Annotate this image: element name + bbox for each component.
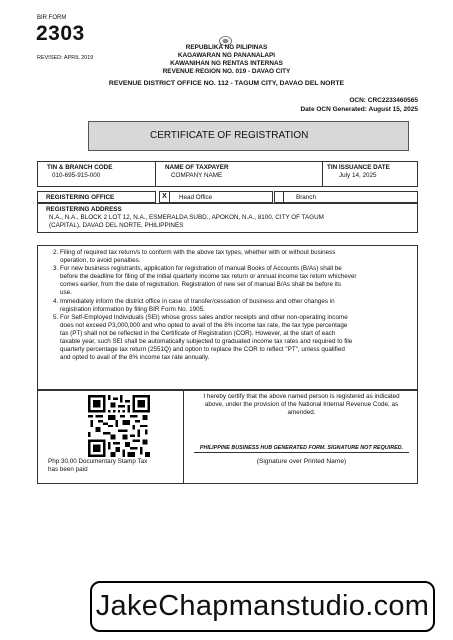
certification-statement (184, 393, 419, 417)
signature-label: (Signature over Printed Name) (256, 458, 347, 465)
certification-line: above, under the provision of the National Internal Revenue Code, as (204, 401, 399, 409)
requirement-text: For new business registrants, application for registration of manual Books of Accounts (B/As) shall be (60, 265, 342, 273)
registering-address-line1: N.A., N.A., BLOCK 2 LOT 12, N.A., ESMERALDA SUBD., APOKON, N.A., 8100, CITY OF TAGUM (49, 214, 324, 221)
requirement-text: does not exceed P3,000,000 and who opted to avail of the 8% income tax rate, the tax type percentage (60, 321, 348, 329)
certificate-title: CERTIFICATE OF REGISTRATION (88, 121, 409, 151)
taxpayer-name-cell (155, 161, 323, 187)
registering-office-label: REGISTERING OFFICE (46, 193, 115, 201)
requirements-list (42, 249, 430, 362)
issuance-date-label: TIN ISSUANCE DATE (327, 164, 390, 171)
branch-cell (283, 191, 418, 203)
issuance-date-cell (322, 161, 418, 187)
requirement-text: before the deadline for filing of the initial quarterly income tax return or annual income tax return whichever (60, 273, 357, 281)
requirement-text: For Self-Employed Individuals (SEI) whose gross sales and/or receipts and other non-operating income (60, 313, 348, 321)
registering-office-cell (37, 191, 156, 203)
header-region: REVENUE REGION NO. 019 - DAVAO CITY (162, 68, 291, 75)
ocn-date: Date OCN Generated: August 15, 2025 (300, 106, 418, 113)
requirements-box (37, 245, 418, 390)
tin-value: 010-695-915-000 (52, 172, 101, 179)
tin-label: TIN & BRANCH CODE (47, 164, 113, 171)
qr-code-icon (88, 395, 150, 457)
certification-box (183, 390, 418, 484)
header-bureau: KAWANIHAN NG RENTAS INTERNAS (170, 60, 283, 67)
signature-line (194, 452, 409, 453)
requirement-text: operation, to avoid penalties. (60, 257, 141, 265)
requirement-item (60, 265, 430, 297)
requirement-text: quarterly percentage tax return (2551Q) and option to replace the COR to reflect "PT", unless qualified (60, 346, 345, 354)
stamp-line: Php 30.00 Documentary Stamp Tax (48, 458, 148, 465)
issuance-date-value: July 14, 2025 (339, 172, 377, 179)
registering-address-label: REGISTERING ADDRESS (46, 206, 122, 213)
registering-address-cell (37, 203, 418, 233)
header-republic: REPUBLIKA NG PILIPINAS (185, 44, 268, 51)
branch-label: Branch (296, 193, 316, 201)
certification-line: amended. (287, 409, 316, 417)
generated-form-note: PHILIPPINE BUSINESS HUB GENERATED FORM. SIGNATURE NOT REQUIRED. (199, 445, 404, 451)
requirement-item (60, 249, 430, 265)
header-department: KAGAWARAN NG PANANALAPI (177, 52, 276, 59)
taxpayer-name-value: COMPANY NAME (171, 172, 223, 179)
tin-cell (37, 161, 156, 187)
form-label: BIR FORM (37, 15, 67, 21)
requirement-text: and opted to avail of the 8% income tax rate annually. (60, 354, 210, 362)
stamp-text (48, 458, 147, 474)
requirement-text: Filing of required tax return/s to conform with the above tax types, whether with or without business (60, 249, 336, 256)
requirement-text: comes earlier, from the date of registration. Registration of new set of manual B/As shall be before its (60, 281, 342, 289)
requirement-text: registration information by filing BIR Form No. 1905. (60, 305, 205, 313)
registering-address-line2: (CAPITAL), DAVAO DEL NORTE, PHILIPPINES (49, 222, 184, 229)
requirement-item (60, 298, 430, 314)
requirement-text: tax (PT) shall not be reflected in the Certificate of Registration (COR). However, at the start of each (60, 329, 336, 337)
watermark-banner: JakeChapmanstudio.com (90, 581, 435, 632)
stamp-line: has been paid (48, 466, 88, 473)
ocn-number: OCN: CRC2233460565 (349, 97, 418, 104)
requirement-item (60, 314, 430, 363)
revision-date: REVISED: APRIL 2019 (37, 55, 94, 61)
head-office-cell (169, 191, 273, 203)
requirement-text: taxable year, such SEI shall be automatically subjected to graduated income tax rates and required to file (60, 338, 353, 346)
head-office-check-mark: X (162, 193, 167, 200)
head-office-label: Head Office (179, 193, 213, 201)
form-number: 2303 (36, 22, 85, 45)
taxpayer-name-label: NAME OF TAXPAYER (165, 164, 229, 171)
header-district: REVENUE DISTRICT OFFICE NO. 112 - TAGUM CITY, DAVAO DEL NORTE (108, 80, 345, 87)
certification-line: I hereby certify that the above named person is registered as indicated (203, 393, 400, 400)
requirement-text: Immediately inform the district office in case of transfer/cessation of business and other changes in (60, 297, 335, 305)
requirement-text: use. (60, 289, 72, 297)
